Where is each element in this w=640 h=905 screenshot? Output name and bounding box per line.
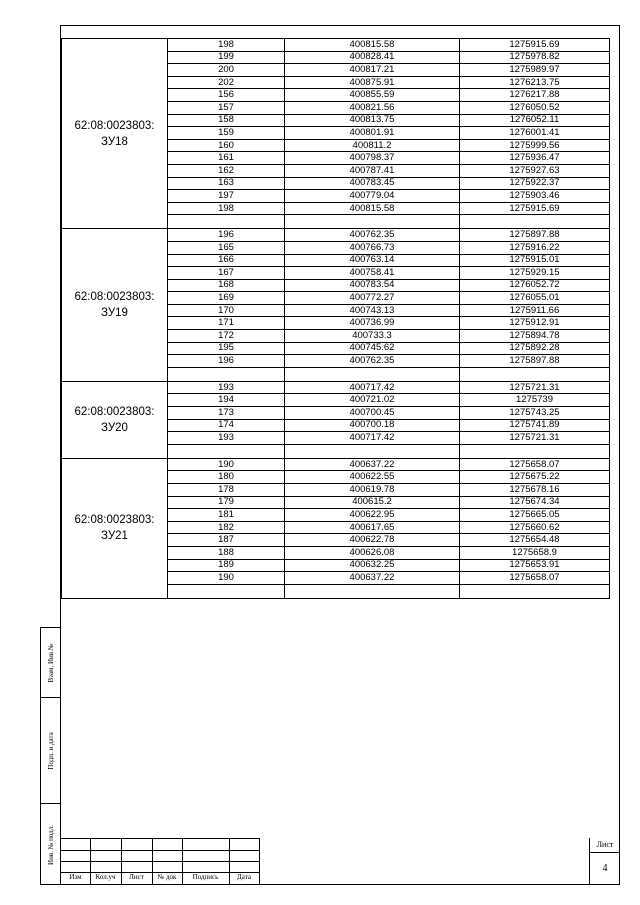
y-coordinate-cell: 1275743.25 xyxy=(460,407,610,420)
parcel-id-line: ЗУ19 xyxy=(101,307,128,320)
sheet-number-box xyxy=(589,838,620,885)
x-coordinate-cell: 400622.78 xyxy=(285,534,460,547)
point-number-cell: 156 xyxy=(168,89,285,102)
table-row xyxy=(62,39,610,52)
point-number-cell: 198 xyxy=(168,39,285,52)
parcel-id-line: 62:08:0023803: xyxy=(74,405,155,418)
point-number-cell: 202 xyxy=(168,76,285,89)
y-coordinate-cell: 1275897.88 xyxy=(460,229,610,242)
empty-cell xyxy=(460,584,610,598)
point-number-cell: 195 xyxy=(168,342,285,355)
point-number-cell: 165 xyxy=(168,241,285,254)
x-coordinate-cell: 400783.54 xyxy=(285,279,460,292)
empty-cell xyxy=(285,444,460,458)
y-coordinate-cell: 1275660.62 xyxy=(460,521,610,534)
x-coordinate-cell: 400733.3 xyxy=(285,330,460,343)
empty-cell xyxy=(168,584,285,598)
y-coordinate-cell: 1275903.46 xyxy=(460,190,610,203)
y-coordinate-cell: 1275915.69 xyxy=(460,39,610,52)
sheet-label: Лист xyxy=(590,838,620,853)
empty-cell xyxy=(460,444,610,458)
x-coordinate-cell: 400700.45 xyxy=(285,407,460,420)
y-coordinate-cell: 1276050.52 xyxy=(460,101,610,114)
x-coordinate-cell: 400821.56 xyxy=(285,101,460,114)
side-label-replace-inv: Взам. Инв.№ xyxy=(46,642,55,683)
stamp-line xyxy=(259,838,260,885)
x-coordinate-cell: 400762.35 xyxy=(285,229,460,242)
point-number-cell: 172 xyxy=(168,330,285,343)
y-coordinate-cell: 1275915.69 xyxy=(460,202,610,215)
point-number-cell: 170 xyxy=(168,304,285,317)
stamp-col-change: Изм xyxy=(69,873,82,881)
parcel-id-line: 62:08:0023803: xyxy=(74,514,155,527)
empty-cell xyxy=(285,215,460,229)
x-coordinate-cell: 400817.21 xyxy=(285,64,460,77)
y-coordinate-cell: 1275936.47 xyxy=(460,152,610,165)
x-coordinate-cell: 400721.02 xyxy=(285,394,460,407)
x-coordinate-cell: 400626.08 xyxy=(285,546,460,559)
side-label-inv-orig: Инв. № подл. xyxy=(46,824,55,865)
x-coordinate-cell: 400828.41 xyxy=(285,51,460,64)
x-coordinate-cell: 400622.55 xyxy=(285,471,460,484)
y-coordinate-cell: 1275894.78 xyxy=(460,330,610,343)
y-coordinate-cell: 1275741.89 xyxy=(460,419,610,432)
y-coordinate-cell: 1275916.22 xyxy=(460,241,610,254)
y-coordinate-cell: 1275721.31 xyxy=(460,381,610,394)
point-number-cell: 174 xyxy=(168,419,285,432)
stamp-col-date: Дата xyxy=(237,873,251,881)
point-number-cell: 163 xyxy=(168,177,285,190)
y-coordinate-cell: 1276055.01 xyxy=(460,292,610,305)
x-coordinate-cell: 400813.75 xyxy=(285,114,460,127)
x-coordinate-cell: 400622.95 xyxy=(285,509,460,522)
parcel-id-cell xyxy=(62,458,168,598)
point-number-cell: 158 xyxy=(168,114,285,127)
y-coordinate-cell: 1275911.66 xyxy=(460,304,610,317)
point-number-cell: 196 xyxy=(168,355,285,368)
x-coordinate-cell: 400875.91 xyxy=(285,76,460,89)
side-label-sign-date: Подп. и дата xyxy=(46,731,55,770)
y-coordinate-cell: 1275912.91 xyxy=(460,317,610,330)
point-number-cell: 190 xyxy=(168,458,285,471)
x-coordinate-cell: 400637.22 xyxy=(285,572,460,585)
point-number-cell: 194 xyxy=(168,394,285,407)
x-coordinate-cell: 400763.14 xyxy=(285,254,460,267)
point-number-cell: 169 xyxy=(168,292,285,305)
point-number-cell: 199 xyxy=(168,51,285,64)
point-number-cell: 188 xyxy=(168,546,285,559)
point-number-cell: 196 xyxy=(168,229,285,242)
x-coordinate-cell: 400743.13 xyxy=(285,304,460,317)
point-number-cell: 180 xyxy=(168,471,285,484)
empty-cell xyxy=(285,584,460,598)
point-number-cell: 189 xyxy=(168,559,285,572)
coordinates-table-body xyxy=(62,39,610,599)
x-coordinate-cell: 400736.99 xyxy=(285,317,460,330)
parcel-id-line: 62:08:0023803: xyxy=(74,291,155,304)
x-coordinate-cell: 400717.42 xyxy=(285,432,460,445)
x-coordinate-cell: 400745.62 xyxy=(285,342,460,355)
x-coordinate-cell: 400762.35 xyxy=(285,355,460,368)
empty-cell xyxy=(168,215,285,229)
x-coordinate-cell: 400783.45 xyxy=(285,177,460,190)
stamp-col-count: Кол.уч xyxy=(95,873,116,881)
point-number-cell: 200 xyxy=(168,64,285,77)
x-coordinate-cell: 400855.59 xyxy=(285,89,460,102)
point-number-cell: 198 xyxy=(168,202,285,215)
x-coordinate-cell: 400766.73 xyxy=(285,241,460,254)
point-number-cell: 167 xyxy=(168,267,285,280)
x-coordinate-cell: 400798.37 xyxy=(285,152,460,165)
point-number-cell: 162 xyxy=(168,164,285,177)
x-coordinate-cell: 400758.41 xyxy=(285,267,460,280)
point-number-cell: 181 xyxy=(168,509,285,522)
y-coordinate-cell: 1275739 xyxy=(460,394,610,407)
y-coordinate-cell: 1275999.56 xyxy=(460,139,610,152)
side-cell-replace-inv xyxy=(41,628,60,698)
stamp-col-doc: № док xyxy=(157,873,177,881)
y-coordinate-cell: 1276052.11 xyxy=(460,114,610,127)
point-number-cell: 171 xyxy=(168,317,285,330)
y-coordinate-cell: 1276213.75 xyxy=(460,76,610,89)
sheet-number: 4 xyxy=(602,863,608,874)
y-coordinate-cell: 1275678.16 xyxy=(460,484,610,497)
parcel-id-line: ЗУ20 xyxy=(101,421,128,434)
parcel-id-line: ЗУ21 xyxy=(101,530,128,543)
point-number-cell: 157 xyxy=(168,101,285,114)
y-coordinate-cell: 1275674.34 xyxy=(460,496,610,509)
x-coordinate-cell: 400801.91 xyxy=(285,127,460,140)
y-coordinate-cell: 1275658.9 xyxy=(460,546,610,559)
y-coordinate-cell: 1275658.07 xyxy=(460,458,610,471)
y-coordinate-cell: 1275929.15 xyxy=(460,267,610,280)
point-number-cell: 179 xyxy=(168,496,285,509)
point-number-cell: 187 xyxy=(168,534,285,547)
y-coordinate-cell: 1275978.82 xyxy=(460,51,610,64)
side-cell-sign-date xyxy=(41,698,60,804)
x-coordinate-cell: 400787.41 xyxy=(285,164,460,177)
x-coordinate-cell: 400637.22 xyxy=(285,458,460,471)
point-number-cell: 159 xyxy=(168,127,285,140)
x-coordinate-cell: 400815.58 xyxy=(285,202,460,215)
x-coordinate-cell: 400619.78 xyxy=(285,484,460,497)
empty-cell xyxy=(285,367,460,381)
y-coordinate-cell: 1275675.22 xyxy=(460,471,610,484)
y-coordinate-cell: 1276052.72 xyxy=(460,279,610,292)
stamp-col-signature: Подпись xyxy=(192,873,219,881)
table-row xyxy=(62,229,610,242)
y-coordinate-cell: 1275665.05 xyxy=(460,509,610,522)
point-number-cell: 166 xyxy=(168,254,285,267)
side-stamp xyxy=(40,627,60,885)
x-coordinate-cell: 400717.42 xyxy=(285,381,460,394)
x-coordinate-cell: 400811.2 xyxy=(285,139,460,152)
side-cell-inv-orig xyxy=(41,804,60,885)
y-coordinate-cell: 1275915.01 xyxy=(460,254,610,267)
point-number-cell: 193 xyxy=(168,432,285,445)
table-row xyxy=(62,381,610,394)
x-coordinate-cell: 400815.58 xyxy=(285,39,460,52)
y-coordinate-cell: 1275892.28 xyxy=(460,342,610,355)
y-coordinate-cell: 1275654.48 xyxy=(460,534,610,547)
y-coordinate-cell: 1275653.91 xyxy=(460,559,610,572)
x-coordinate-cell: 400632.25 xyxy=(285,559,460,572)
point-number-cell: 168 xyxy=(168,279,285,292)
y-coordinate-cell: 1276001.41 xyxy=(460,127,610,140)
y-coordinate-cell: 1275658.07 xyxy=(460,572,610,585)
x-coordinate-cell: 400779.04 xyxy=(285,190,460,203)
parcel-id-cell xyxy=(62,229,168,382)
y-coordinate-cell: 1275721.31 xyxy=(460,432,610,445)
y-coordinate-cell: 1276217.88 xyxy=(460,89,610,102)
y-coordinate-cell: 1275989.97 xyxy=(460,64,610,77)
point-number-cell: 182 xyxy=(168,521,285,534)
stamp-col-sheet: Лист xyxy=(129,873,144,881)
empty-cell xyxy=(168,444,285,458)
point-number-cell: 190 xyxy=(168,572,285,585)
table-row xyxy=(62,458,610,471)
empty-cell xyxy=(460,367,610,381)
empty-cell xyxy=(168,367,285,381)
empty-cell xyxy=(460,215,610,229)
parcel-id-line: ЗУ18 xyxy=(101,135,128,148)
point-number-cell: 160 xyxy=(168,139,285,152)
x-coordinate-cell: 400617.65 xyxy=(285,521,460,534)
point-number-cell: 178 xyxy=(168,484,285,497)
point-number-cell: 193 xyxy=(168,381,285,394)
parcel-id-line: 62:08:0023803: xyxy=(74,119,155,132)
y-coordinate-cell: 1275897.88 xyxy=(460,355,610,368)
point-number-cell: 197 xyxy=(168,190,285,203)
y-coordinate-cell: 1275927.63 xyxy=(460,164,610,177)
parcel-id-cell xyxy=(62,39,168,229)
point-number-cell: 173 xyxy=(168,407,285,420)
x-coordinate-cell: 400615.2 xyxy=(285,496,460,509)
x-coordinate-cell: 400700.18 xyxy=(285,419,460,432)
point-number-cell: 161 xyxy=(168,152,285,165)
x-coordinate-cell: 400772.27 xyxy=(285,292,460,305)
parcel-id-cell xyxy=(62,381,168,458)
y-coordinate-cell: 1275922.37 xyxy=(460,177,610,190)
coordinates-table xyxy=(61,38,610,599)
